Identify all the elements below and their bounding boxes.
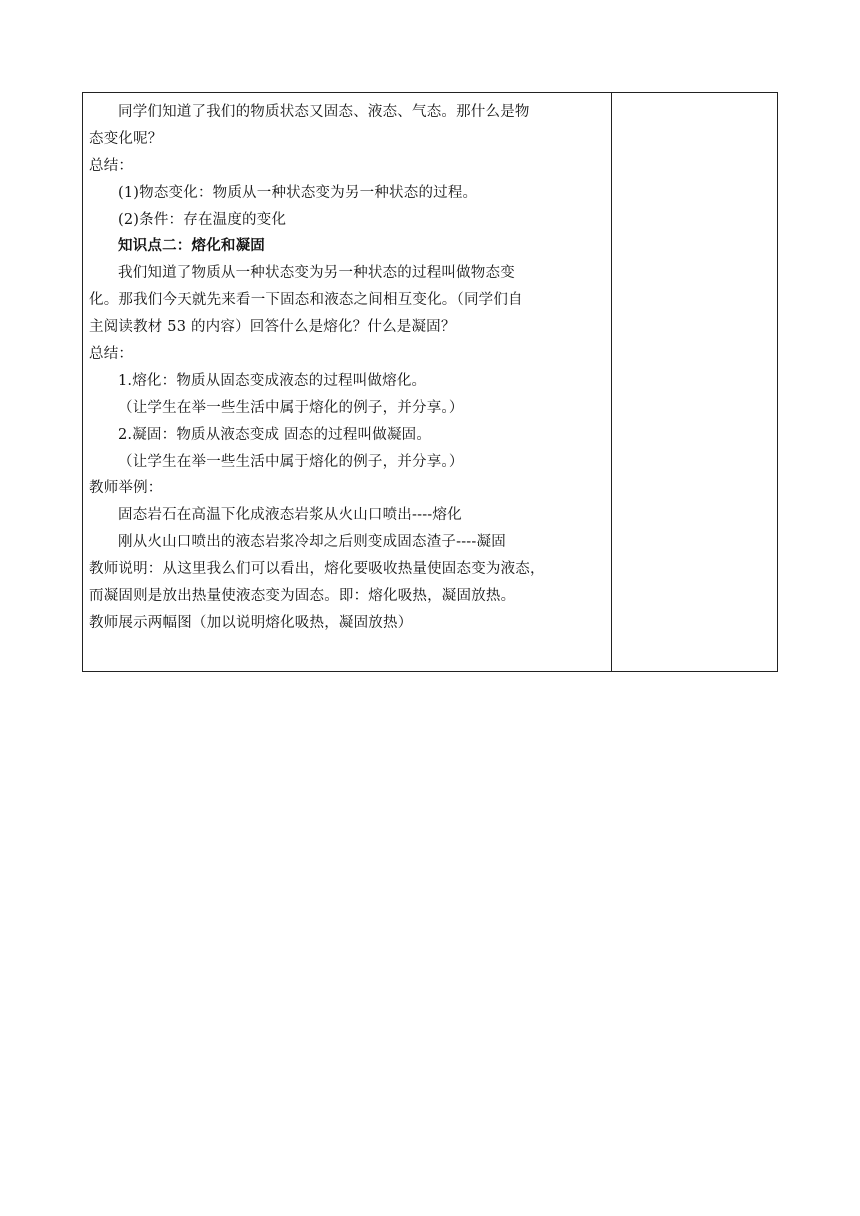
paragraph-line: 主阅读教材 53 的内容）回答什么是熔化？什么是凝固？ xyxy=(89,319,456,336)
summary-item: (2)条件：存在温度的变化 xyxy=(118,211,287,228)
lesson-table xyxy=(82,92,778,672)
teacher-demo-note: 教师展示两幅图（加以说明熔化吸热，凝固放热） xyxy=(89,614,413,631)
section-heading: 知识点二：熔化和凝固 xyxy=(118,237,265,255)
paragraph-line: 化。那我们今天就先来看一下固态和液态之间相互变化。（同学们自 xyxy=(89,292,523,309)
example-item: 刚从火山口喷出的液态岩浆冷却之后则变成固态渣子----凝固 xyxy=(118,534,506,551)
summary-heading: 总结： xyxy=(89,346,134,363)
activity-note: （让学生在举一些生活中属于熔化的例子，并分享。） xyxy=(118,399,464,416)
summary-item: 2.凝固：物质从液态变成 固态的过程叫做凝固。 xyxy=(118,426,432,443)
summary-item: (1)物态变化：物质从一种状态变为另一种状态的过程。 xyxy=(118,184,478,201)
paragraph-line: 态变化呢？ xyxy=(89,130,163,147)
summary-heading: 总结： xyxy=(89,157,134,174)
teacher-explanation: 教师说明：从这里我么们可以看出，熔化要吸收热量使固态变为液态， xyxy=(89,561,545,578)
notes-cell xyxy=(612,93,777,671)
lesson-content-cell xyxy=(83,93,612,671)
activity-note: （让学生在举一些生活中属于熔化的例子，并分享。） xyxy=(118,453,464,470)
paragraph-line: 同学们知道了我们的物质状态又固态、液态、气态。那什么是物 xyxy=(118,104,530,120)
teacher-explanation: 而凝固则是放出热量使液态变为固态。即：熔化吸热，凝固放热。 xyxy=(89,588,516,605)
example-heading: 教师举例： xyxy=(89,480,163,497)
paragraph-line: 我们知道了物质从一种状态变为另一种状态的过程叫做物态变 xyxy=(118,265,515,282)
summary-item: 1.熔化：物质从固态变成液态的过程叫做熔化。 xyxy=(118,372,427,389)
example-item: 固态岩石在高温下化成液态岩浆从火山口喷出----熔化 xyxy=(118,507,462,524)
